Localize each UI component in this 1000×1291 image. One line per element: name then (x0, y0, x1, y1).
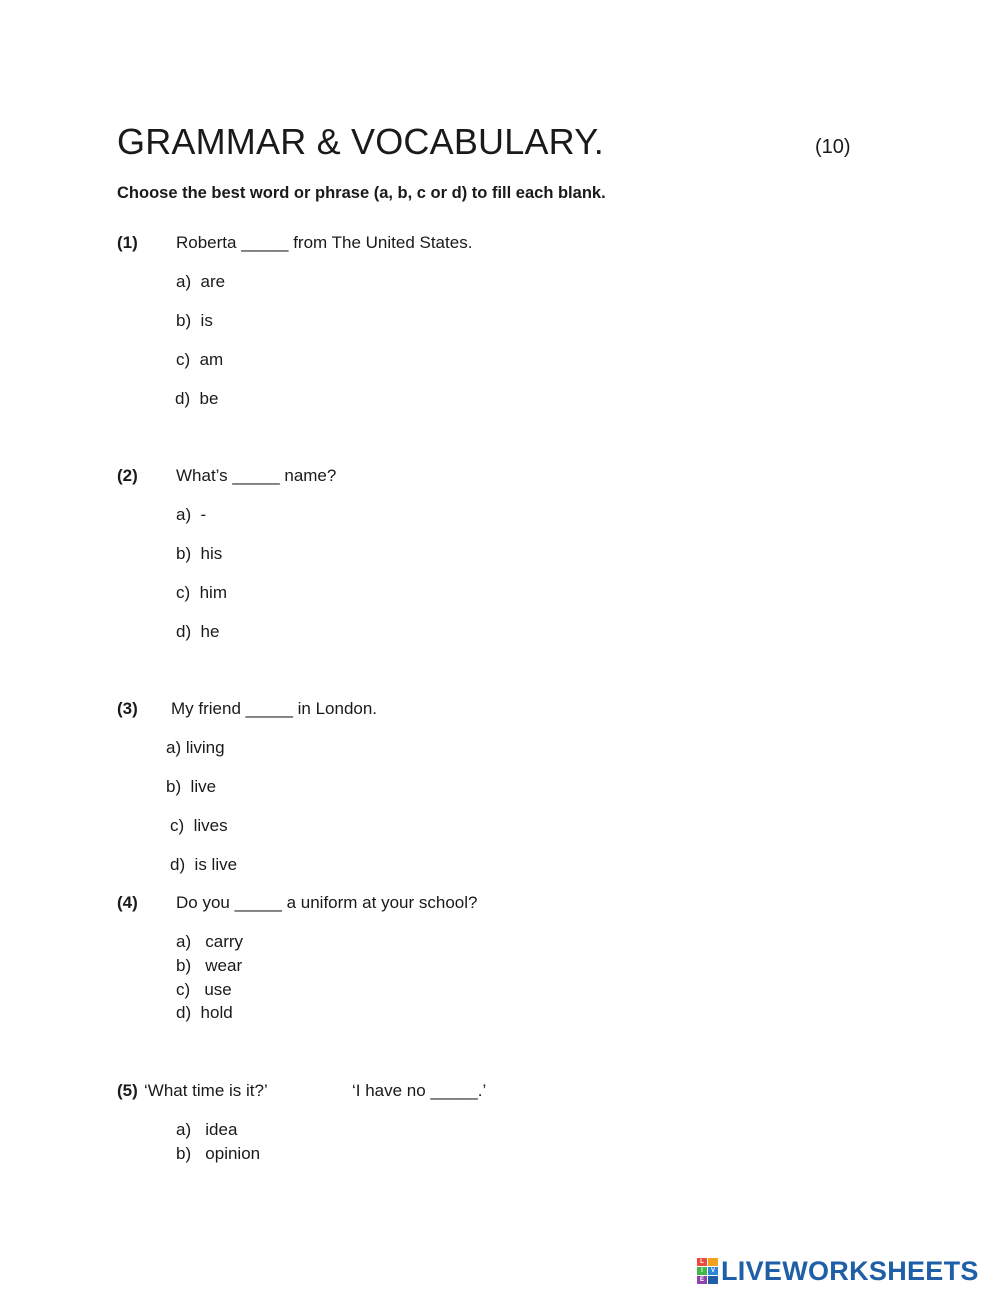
option-d[interactable]: d) he (176, 622, 220, 641)
option-c[interactable]: c) use (176, 980, 232, 999)
option-c[interactable]: c) lives (170, 816, 228, 835)
option-a[interactable]: a) living (166, 738, 225, 757)
option-a[interactable]: a) carry (176, 932, 244, 951)
logo-block (708, 1258, 718, 1266)
question-number: (4) (117, 893, 138, 912)
question-text: My friend _____ in London. (171, 699, 378, 718)
option-d[interactable]: d) be (175, 389, 219, 408)
worksheet-title: GRAMMAR & VOCABULARY. (117, 121, 605, 162)
logo-blocks-icon (697, 1258, 718, 1284)
logo-block: I (697, 1267, 707, 1275)
option-a[interactable]: a) are (176, 272, 226, 291)
liveworksheets-logo (697, 1256, 979, 1286)
instructions: Choose the best word or phrase (a, b, c or d) to fill each blank. (117, 184, 606, 202)
question-number: (1) (117, 233, 138, 252)
question-text: Roberta _____ from The United States. (176, 233, 473, 252)
option-b[interactable]: b) wear (176, 956, 243, 975)
question-text: ‘What time is it?’ (144, 1081, 268, 1100)
points-total: (10) (815, 136, 851, 158)
question-number: (2) (117, 466, 138, 485)
question-number: (5) (117, 1081, 138, 1100)
option-d[interactable]: d) is live (170, 855, 238, 874)
logo-block: E (697, 1276, 707, 1284)
option-a[interactable]: a) - (176, 505, 207, 524)
option-c[interactable]: c) am (176, 350, 224, 369)
option-c[interactable]: c) him (176, 583, 227, 602)
question-text: What’s _____ name? (176, 466, 337, 485)
option-b[interactable]: b) live (166, 777, 217, 796)
brand-name: LIVEWORKSHEETS (721, 1255, 979, 1286)
option-b[interactable]: b) his (176, 544, 223, 563)
option-d[interactable]: d) hold (176, 1003, 233, 1022)
logo-block: V (708, 1267, 718, 1275)
logo-block: L (697, 1258, 707, 1266)
option-b[interactable]: b) is (176, 311, 213, 330)
question-text: Do you _____ a uniform at your school? (176, 893, 478, 912)
option-b[interactable]: b) opinion (176, 1144, 261, 1163)
option-a[interactable]: a) idea (176, 1120, 238, 1139)
question-number: (3) (117, 699, 138, 718)
question-text-response: ‘I have no _____.’ (352, 1081, 487, 1100)
logo-block (708, 1276, 718, 1284)
